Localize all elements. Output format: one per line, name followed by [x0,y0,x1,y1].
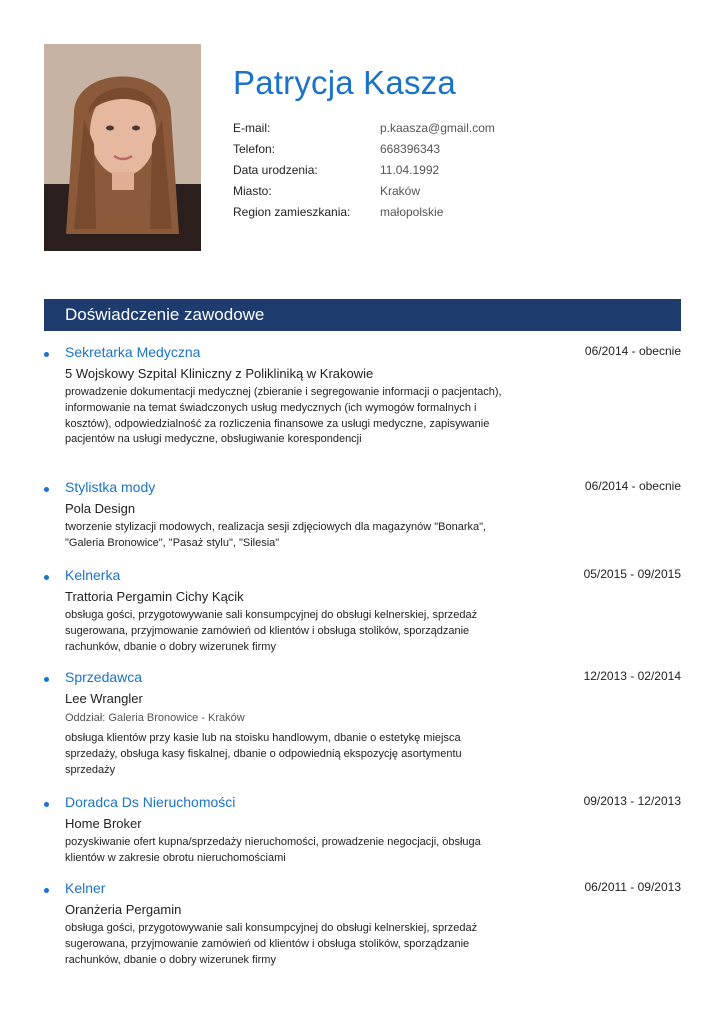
job-company: Lee Wrangler [65,691,143,706]
job-description: tworzenie stylizacji modowych, realizacja sesji zdjęciowych dla magazynów "Bonarka", "Galeria Bronowice", "Pasaż stylu", "Silesia" [65,521,487,549]
job-dates: 05/2015 - 09/2015 [583,567,681,581]
job-dates: 06/2014 - obecnie [584,344,681,358]
info-row-phone [233,142,495,163]
experience-section-header [44,299,681,331]
info-label: Miasto: [233,184,272,198]
bullet-icon [44,487,49,492]
info-row-email [233,121,495,142]
profile-photo [44,44,201,251]
job-dates: 06/2011 - 09/2013 [584,880,681,894]
info-row-birthdate [233,163,495,184]
job-branch: Oddział: Galeria Bronowice - Kraków [65,712,245,724]
job-company: 5 Wojskowy Szpital Kliniczny z Polikliniką w Krakowie [65,366,374,381]
birthdate-value: 11.04.1992 [380,163,440,177]
job-title: Kelner [65,880,106,896]
bullet-icon [44,352,49,357]
info-label: Telefon: [233,142,276,156]
info-label: E-mail: [233,121,271,135]
bullet-icon [44,888,49,893]
job-description: prowadzenie dokumentacji medycznej (zbieranie i segregowanie informacji o pacjentach), informowanie na temat świadczonych usług medycznych (ich wymogów formalnych i kosztów), odpowiedzialność za rozliczenia finansowe za usługi medyczne, zapisywanie pacjentów na usługi medyczne, obsługiwanie korespondencji [65,386,502,446]
job-company: Trattoria Pergamin Cichy Kącik [65,589,244,604]
bullet-icon [44,677,49,682]
info-label: Region zamieszkania: [233,205,351,219]
job-title: Sekretarka Medyczna [65,344,201,360]
job-dates: 06/2014 - obecnie [584,479,681,493]
info-row-city [233,184,495,205]
job-company: Oranżeria Pergamin [65,902,182,917]
job-description: obsługa gości, przygotowywanie sali konsumpcyjnej do obsługi kelnerskiej, sprzedaż sugerowana, przyjmowanie zamówień od klientów i obsługa stolików, sporządzanie rachunków, dbanie o dobry wizerunek firmy [65,609,478,653]
job-description: pozyskiwanie ofert kupna/sprzedaży nieruchomości, prowadzenie negocjacji, obsługa klientów w zakresie obrotu nieruchomościami [65,836,481,864]
job-title: Stylistka mody [65,479,156,495]
job-dates: 12/2013 - 02/2014 [583,669,681,683]
bullet-icon [44,802,49,807]
section-title: Doświadczenie zawodowe [65,305,265,324]
bullet-icon [44,575,49,580]
job-dates: 09/2013 - 12/2013 [583,794,681,808]
job-company: Pola Design [65,501,136,516]
phone-value: 668396343 [380,142,441,156]
job-description: obsługa klientów przy kasie lub na stoisku handlowym, dbanie o estetykę miejsca sprzedaży, obsługa kasy fiskalnej, dbanie o odpowiednią ekspozycję asortymentu sprzedaży [65,732,462,776]
email-value[interactable]: p.kaasza@gmail.com [380,121,495,135]
candidate-name: Patrycja Kasza [233,64,456,101]
region-value: małopolskie [380,205,444,219]
job-title: Kelnerka [65,567,121,583]
job-title: Sprzedawca [65,669,143,685]
contact-info [233,121,495,226]
job-title: Doradca Ds Nieruchomości [65,794,236,810]
info-row-region [233,205,495,226]
info-label: Data urodzenia: [233,163,318,177]
job-description: obsługa gości, przygotowywanie sali konsumpcyjnej do obsługi kelnerskiej, sprzedaż sugerowana, przyjmowanie zamówień od klientów i obsługa stolików, sporządzanie rachunków, dbanie o dobry wizerunek firmy [65,922,478,966]
job-company: Home Broker [65,816,142,831]
city-value: Kraków [380,184,421,198]
